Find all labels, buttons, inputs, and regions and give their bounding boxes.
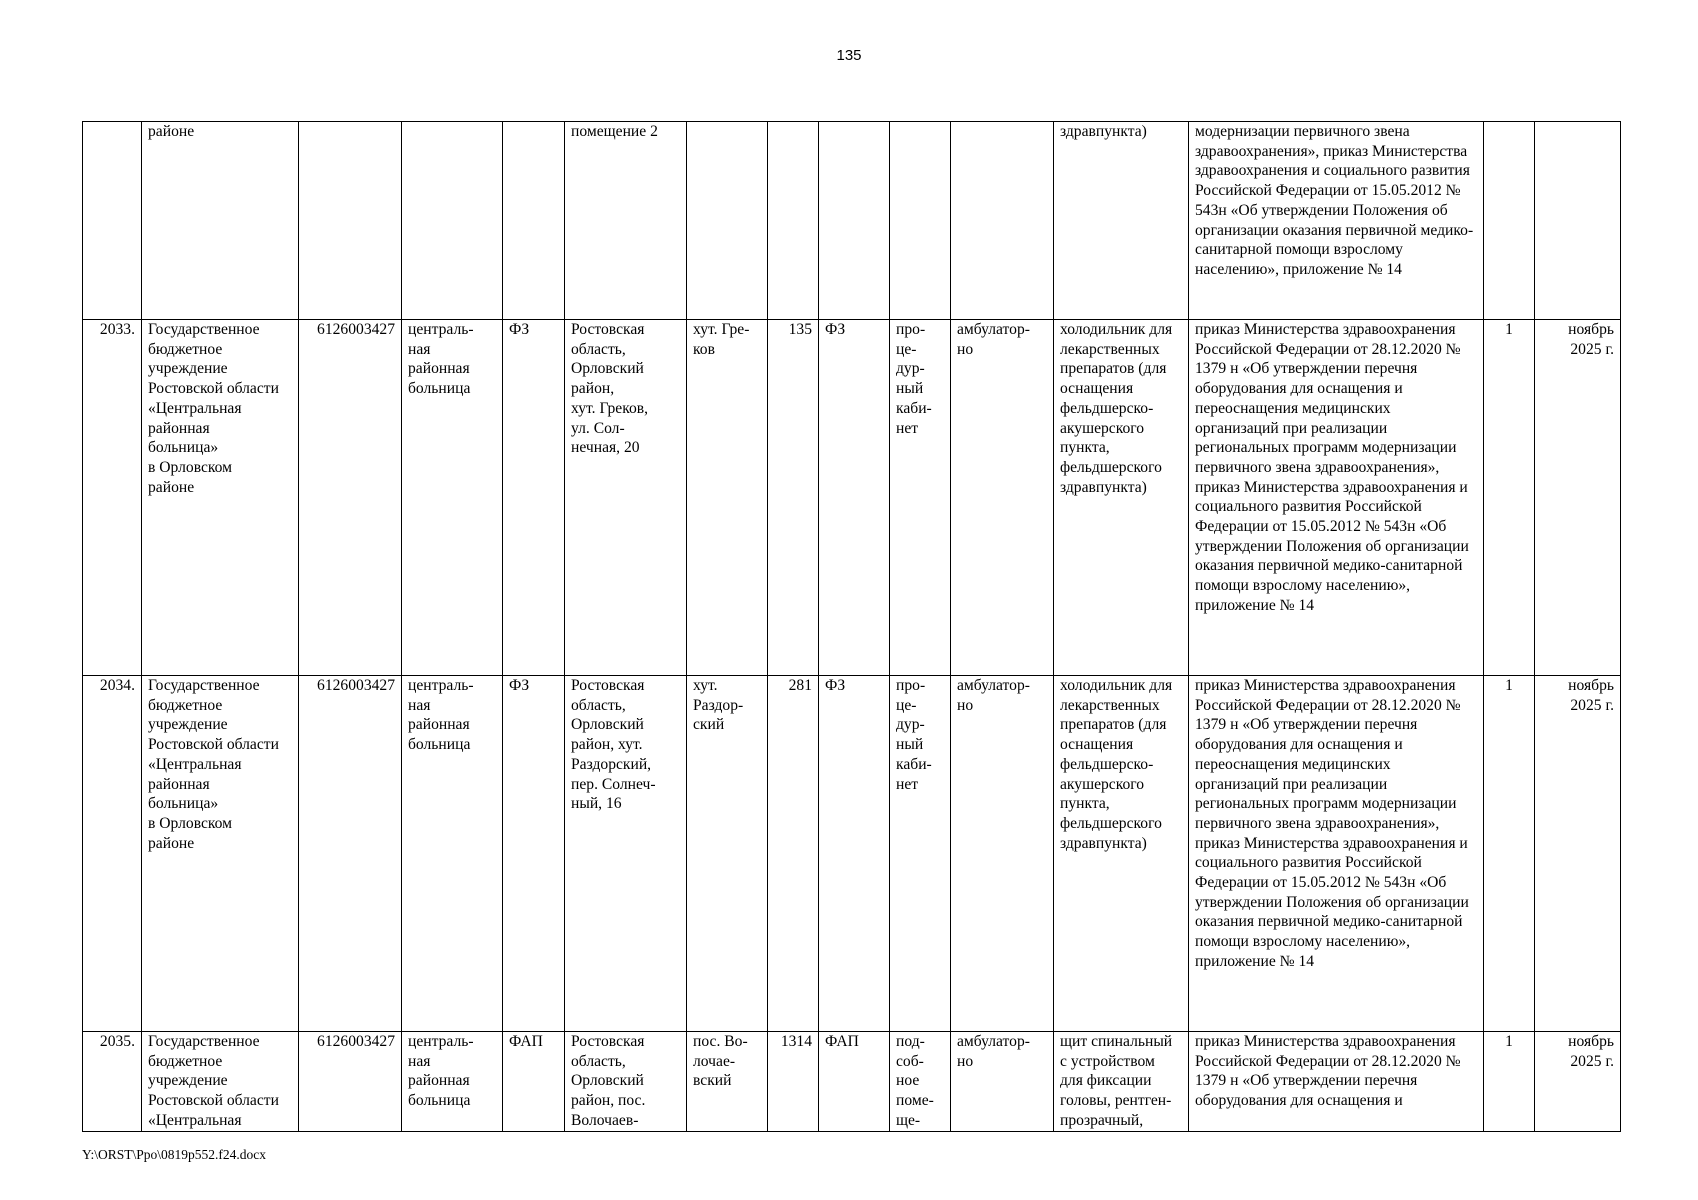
address-cell: Ростовская область, Орловский район, пос. Волочаев- — [565, 1032, 687, 1132]
unit-kind-cell: ФЗ — [819, 676, 890, 1032]
unit-kind-cell: ФАП — [819, 1032, 890, 1132]
legal-basis-cell: приказ Министерства здравоохранения Российской Федерации от 28.12.2020 № 1379 н «Об утверждении перечня оборудования для оснащения и — [1189, 1032, 1484, 1132]
address-cell: помещение 2 — [565, 122, 687, 320]
care-form-cell: амбулатор- но — [951, 1032, 1054, 1132]
table-row — [83, 1032, 1621, 1132]
quantity-cell: 1 — [1484, 1032, 1535, 1132]
quantity-cell: 1 — [1484, 676, 1535, 1032]
row-number-cell: 2034. — [83, 676, 142, 1032]
row-number-cell: 2035. — [83, 1032, 142, 1132]
settlement-cell: пос. Во- лочае- вский — [687, 1032, 768, 1132]
equipment-cell: щит спинальный с устройством для фиксации головы, рентген- прозрачный, — [1054, 1032, 1189, 1132]
unit-type-cell: ФАП — [503, 1032, 565, 1132]
organization-cell: Государственное бюджетное учреждение Ростовской области «Центральная районная больница» в Орловском районе — [142, 320, 299, 676]
population-cell — [768, 122, 819, 320]
org-type-cell: централь- ная районная больница — [402, 676, 503, 1032]
care-form-cell — [951, 122, 1054, 320]
org-type-cell: централь- ная районная больница — [402, 1032, 503, 1132]
deadline-cell: ноябрь 2025 г. — [1535, 676, 1621, 1032]
quantity-cell: 1 — [1484, 320, 1535, 676]
row-number-cell — [83, 122, 142, 320]
organization-cell: Государственное бюджетное учреждение Ростовской области «Центральная — [142, 1032, 299, 1132]
deadline-cell: ноябрь 2025 г. — [1535, 320, 1621, 676]
equipment-cell: здравпункта) — [1054, 122, 1189, 320]
table-row — [83, 122, 1621, 320]
org-type-cell — [402, 122, 503, 320]
equipment-table — [82, 121, 1621, 1132]
unit-kind-cell — [819, 122, 890, 320]
care-form-cell: амбулатор- но — [951, 676, 1054, 1032]
page-number: 135 — [836, 47, 862, 64]
room-cell — [890, 122, 951, 320]
room-cell: про- це- дур- ный каби- нет — [890, 320, 951, 676]
population-cell: 135 — [768, 320, 819, 676]
inn-cell: 6126003427 — [299, 676, 402, 1032]
equipment-cell: холодильник для лекарственных препаратов (для оснащения фельдшерско- акушерского пункта, фельдшерского здравпункта) — [1054, 320, 1189, 676]
row-number-cell: 2033. — [83, 320, 142, 676]
table-row — [83, 320, 1621, 676]
room-cell: про- це- дур- ный каби- нет — [890, 676, 951, 1032]
organization-cell: Государственное бюджетное учреждение Ростовской области «Центральная районная больница» в Орловском районе — [142, 676, 299, 1032]
deadline-cell: ноябрь 2025 г. — [1535, 1032, 1621, 1132]
deadline-cell — [1535, 122, 1621, 320]
legal-basis-cell: приказ Министерства здравоохранения Российской Федерации от 28.12.2020 № 1379 н «Об утверждении перечня оборудования для оснащения и переоснащения медицинских организаций при реализации региональных программ модернизации первичного звена здравоохранения», приказ Министерства здравоохранения и социального развития Российской Федерации от 15.05.2012 № 543н «Об утверждении Положения об организации оказания первичной медико-санитарной помощи взрослому населению», приложение № 14 — [1189, 320, 1484, 676]
population-cell: 281 — [768, 676, 819, 1032]
unit-type-cell — [503, 122, 565, 320]
legal-basis-cell: приказ Министерства здравоохранения Российской Федерации от 28.12.2020 № 1379 н «Об утверждении перечня оборудования для оснащения и переоснащения медицинских организаций при реализации региональных программ модернизации первичного звена здравоохранения», приказ Министерства здравоохранения и социального развития Российской Федерации от 15.05.2012 № 543н «Об утверждении Положения об организации оказания первичной медико-санитарной помощи взрослому населению», приложение № 14 — [1189, 676, 1484, 1032]
address-cell: Ростовская область, Орловский район, хут. Греков, ул. Сол- нечная, 20 — [565, 320, 687, 676]
inn-cell — [299, 122, 402, 320]
table-row — [83, 676, 1621, 1032]
unit-kind-cell: ФЗ — [819, 320, 890, 676]
address-cell: Ростовская область, Орловский район, хут. Раздорский, пер. Солнеч- ный, 16 — [565, 676, 687, 1032]
inn-cell: 6126003427 — [299, 1032, 402, 1132]
equipment-cell: холодильник для лекарственных препаратов (для оснащения фельдшерско- акушерского пункта, фельдшерского здравпункта) — [1054, 676, 1189, 1032]
room-cell: под- соб- ное поме- ще- — [890, 1032, 951, 1132]
settlement-cell: хут. Раздор- ский — [687, 676, 768, 1032]
quantity-cell — [1484, 122, 1535, 320]
unit-type-cell: ФЗ — [503, 676, 565, 1032]
unit-type-cell: ФЗ — [503, 320, 565, 676]
settlement-cell — [687, 122, 768, 320]
care-form-cell: амбулатор- но — [951, 320, 1054, 676]
footer-file-path: Y:\ORST\Ppo\0819p552.f24.docx — [82, 1147, 267, 1162]
organization-cell: районе — [142, 122, 299, 320]
table-body — [83, 122, 1621, 1132]
population-cell: 1314 — [768, 1032, 819, 1132]
settlement-cell: хут. Гре- ков — [687, 320, 768, 676]
legal-basis-cell: модернизации первичного звена здравоохранения», приказ Министерства здравоохранения и социального развития Российской Федерации от 15.05.2012 № 543н «Об утверждении Положения об организации оказания первичной медико-санитарной помощи взрослому населению», приложение № 14 — [1189, 122, 1484, 320]
inn-cell: 6126003427 — [299, 320, 402, 676]
org-type-cell: централь- ная районная больница — [402, 320, 503, 676]
